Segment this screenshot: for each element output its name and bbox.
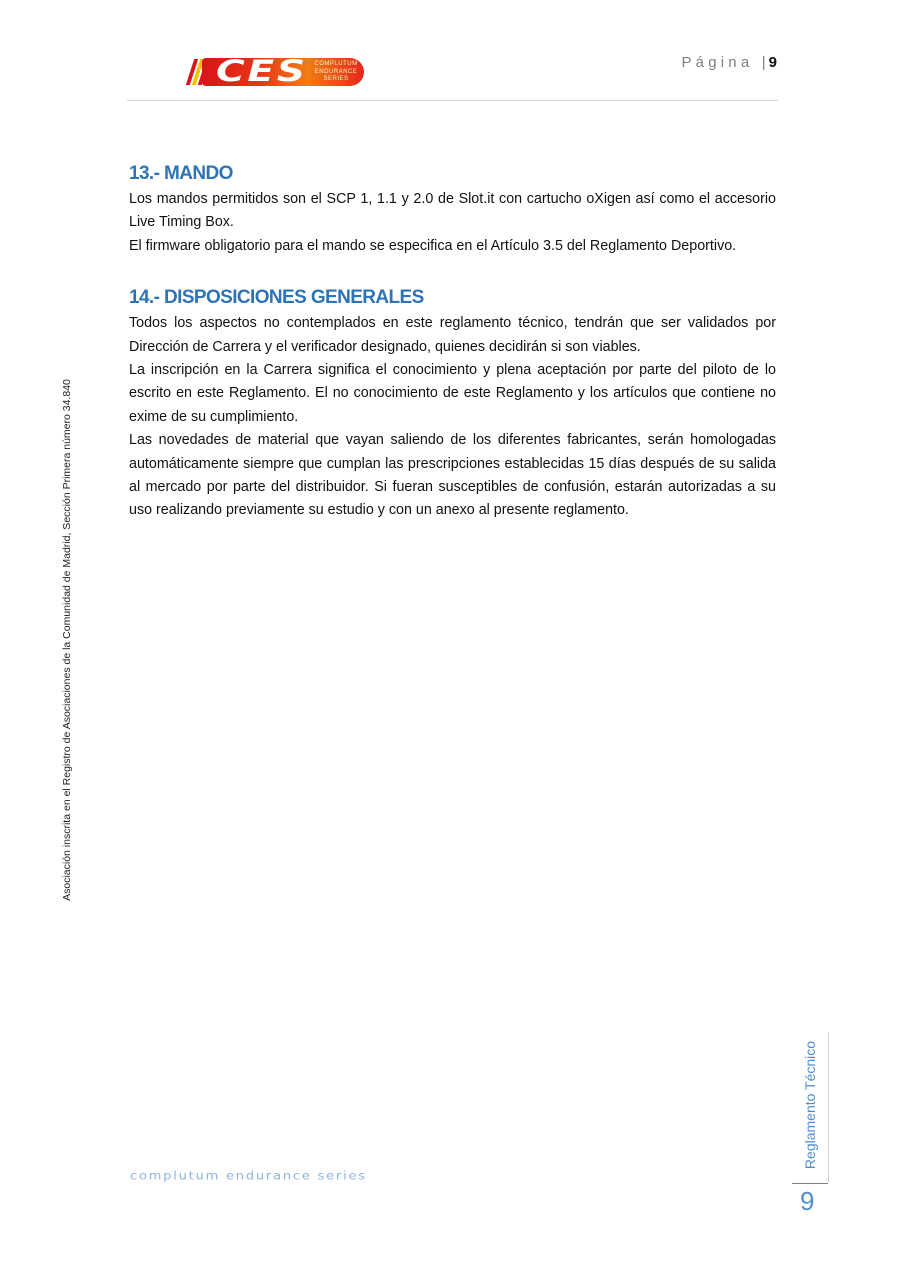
footer-vertical-divider (828, 1032, 829, 1182)
header-divider (127, 100, 778, 101)
footer-horizontal-divider (792, 1183, 828, 1184)
paragraph: La inscripción en la Carrera significa el conocimiento y plena aceptación por parte del piloto de lo escrito en este Reglamento. El no conocimiento de este Reglamento y los artículos que contiene no exime de su cumplimiento. (129, 362, 776, 425)
page-word: Página (681, 54, 754, 71)
paragraph: Las novedades de material que vayan saliendo de los diferentes fabricantes, serán homologadas automáticamente siempre que cumplan las prescripciones establecidas 15 días después de su salida al mercado por parte del distribuidor. Si fueran susceptibles de confusión, estarán autorizadas a su uso realizando previamente su estudio y con un anexo al presente reglamento. (129, 432, 776, 519)
logo-badge (202, 58, 364, 86)
section-title: 13.- MANDO (129, 163, 233, 184)
footer-brand: complutum endurance series (130, 1170, 367, 1183)
paragraph: El firmware obligatorio para el mando se especifica en el Artículo 3.5 del Reglamento Deportivo. (129, 237, 737, 254)
association-registration-note: Asociación inscrita en el Registro de Asociaciones de la Comunidad de Madrid, Sección Primera número 34.840 (61, 379, 73, 901)
logo-main-text: CES (216, 58, 308, 86)
section-mando (129, 160, 776, 258)
page-number: 9 (768, 54, 777, 71)
page-header-label (681, 54, 777, 71)
document-body (129, 160, 776, 523)
section-disposiciones-generales (129, 284, 776, 523)
ces-logo (188, 57, 364, 87)
footer-page-number: 9 (800, 1186, 815, 1216)
paragraph: Los mandos permitidos son el SCP 1, 1.1 y 2.0 de Slot.it con cartucho oXigen así como el accesorio Live Timing Box. (129, 191, 776, 231)
page-separator: | (761, 54, 766, 71)
section-title: 14.- DISPOSICIONES GENERALES (129, 287, 424, 309)
footer-document-name: Reglamento Técnico (802, 1040, 818, 1170)
paragraph: Todos los aspectos no contemplados en este reglamento técnico, tendrán que ser validados por Dirección de Carrera y el verificador designado, quienes decidirán si son viables. (129, 315, 776, 355)
logo-subtitle: COMPLUTUM ENDURANCE SERIES (314, 61, 358, 82)
